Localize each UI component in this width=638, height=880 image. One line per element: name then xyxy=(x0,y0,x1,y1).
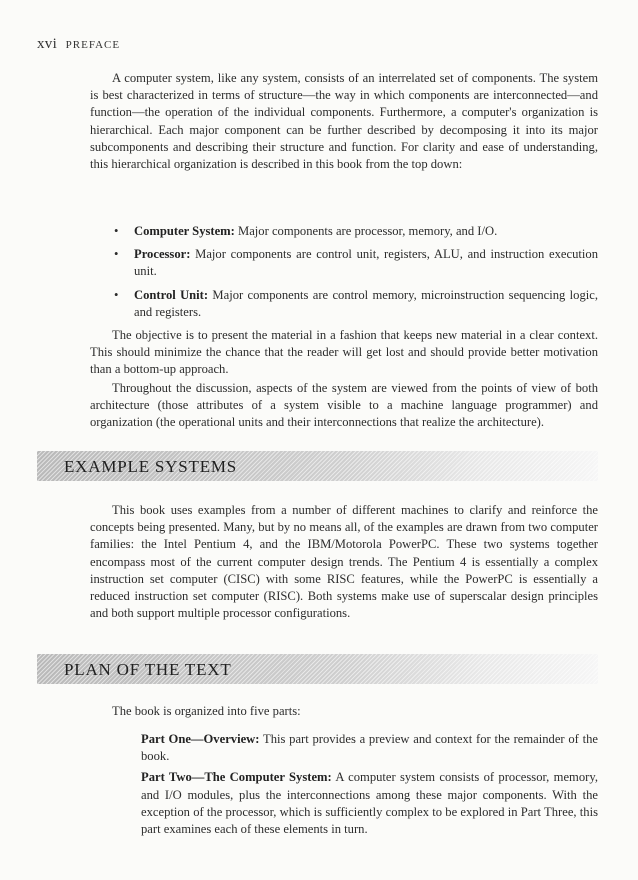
part-text: This part provides a preview and context for the remainder of the book. xyxy=(141,732,599,764)
section-heading: PLAN OF THE TEXT xyxy=(64,660,232,679)
bullet-item-computer-system xyxy=(112,223,598,240)
bullet-item-control-unit xyxy=(112,287,598,321)
intro-paragraph-3: Throughout the discussion, aspects of the system are viewed from the points of view of both architecture (those attributes of a system visible to a machine language programmer) and organization (the operational units and their interconnections that realize the architecture). xyxy=(90,381,598,430)
intro-paragraph-1: A computer system, like any system, consists of an interrelated set of components. The system is best characterized in terms of structure—the way in which components are interconnected—and function—the operation of the individual components. Furthermore, a computer's organization is hierarchical. Each major component can be further described by decomposing it into its major subcomponents and describing their structure and function. For clarity and ease of understanding, this hierarchical organization is described in this book from the top down: xyxy=(90,71,598,172)
chapter-label: PREFACE xyxy=(65,39,121,51)
intro-paragraph-2: The objective is to present the material in a fashion that keeps new material in a clear context. This should minimize the chance that the reader will get lost and should provide better motivation than a bottom-up approach. xyxy=(90,328,598,377)
bullet-icon: • xyxy=(114,224,119,238)
bullet-term: Control Unit: xyxy=(134,287,209,302)
bullet-item-processor xyxy=(112,246,598,280)
example-systems-paragraph: This book uses examples from a number of different machines to clarify and reinforce the concepts being presented. Many, but by no means all, of the examples are drawn from two computer families: the Intel Pentium 4, and the IBM/Motorola PowerPC. These two systems together encompass most of the current computer design trends. The Pentium 4 is essentially a complex instruction set computer (CISC) with some RISC features, while the PowerPC is essentially a reduced instruction set computer (RISC). Both systems make use of superscalar design principles and both support multiple processor configurations. xyxy=(90,503,598,621)
parts-list xyxy=(141,731,598,842)
part-entry-one xyxy=(141,731,598,765)
part-term: Part Two—The Computer System: xyxy=(141,770,332,785)
bullet-term: Computer System: xyxy=(134,224,235,238)
bullet-term: Processor: xyxy=(134,247,191,262)
bullet-text: Major components are processor, memory, and I/O. xyxy=(238,224,498,238)
section-heading-bar-plan-of-text xyxy=(37,654,598,684)
part-entry-two xyxy=(141,769,598,838)
page-number: xvi xyxy=(37,36,58,52)
section-heading-bar-example-systems xyxy=(37,451,598,481)
bullet-text: Major components are control unit, registers, ALU, and instruction execution unit. xyxy=(134,247,598,279)
part-text: A computer system consists of processor, memory, and I/O modules, plus the interconnections among these major components. With the exception of the processor, which is sufficiently complex to be explored in Part Three, this part examines each of these elements in turn. xyxy=(141,770,598,837)
plan-intro-paragraph: The book is organized into five parts: xyxy=(112,704,301,718)
section-heading: EXAMPLE SYSTEMS xyxy=(64,457,238,476)
bullet-icon: • xyxy=(114,287,119,302)
running-head xyxy=(37,36,120,53)
part-term: Part One—Overview: xyxy=(141,732,260,746)
bullet-icon: • xyxy=(114,247,119,262)
bullet-text: Major components are control memory, microinstruction sequencing logic, and registers. xyxy=(134,287,598,319)
hierarchy-bullet-list xyxy=(112,223,598,327)
